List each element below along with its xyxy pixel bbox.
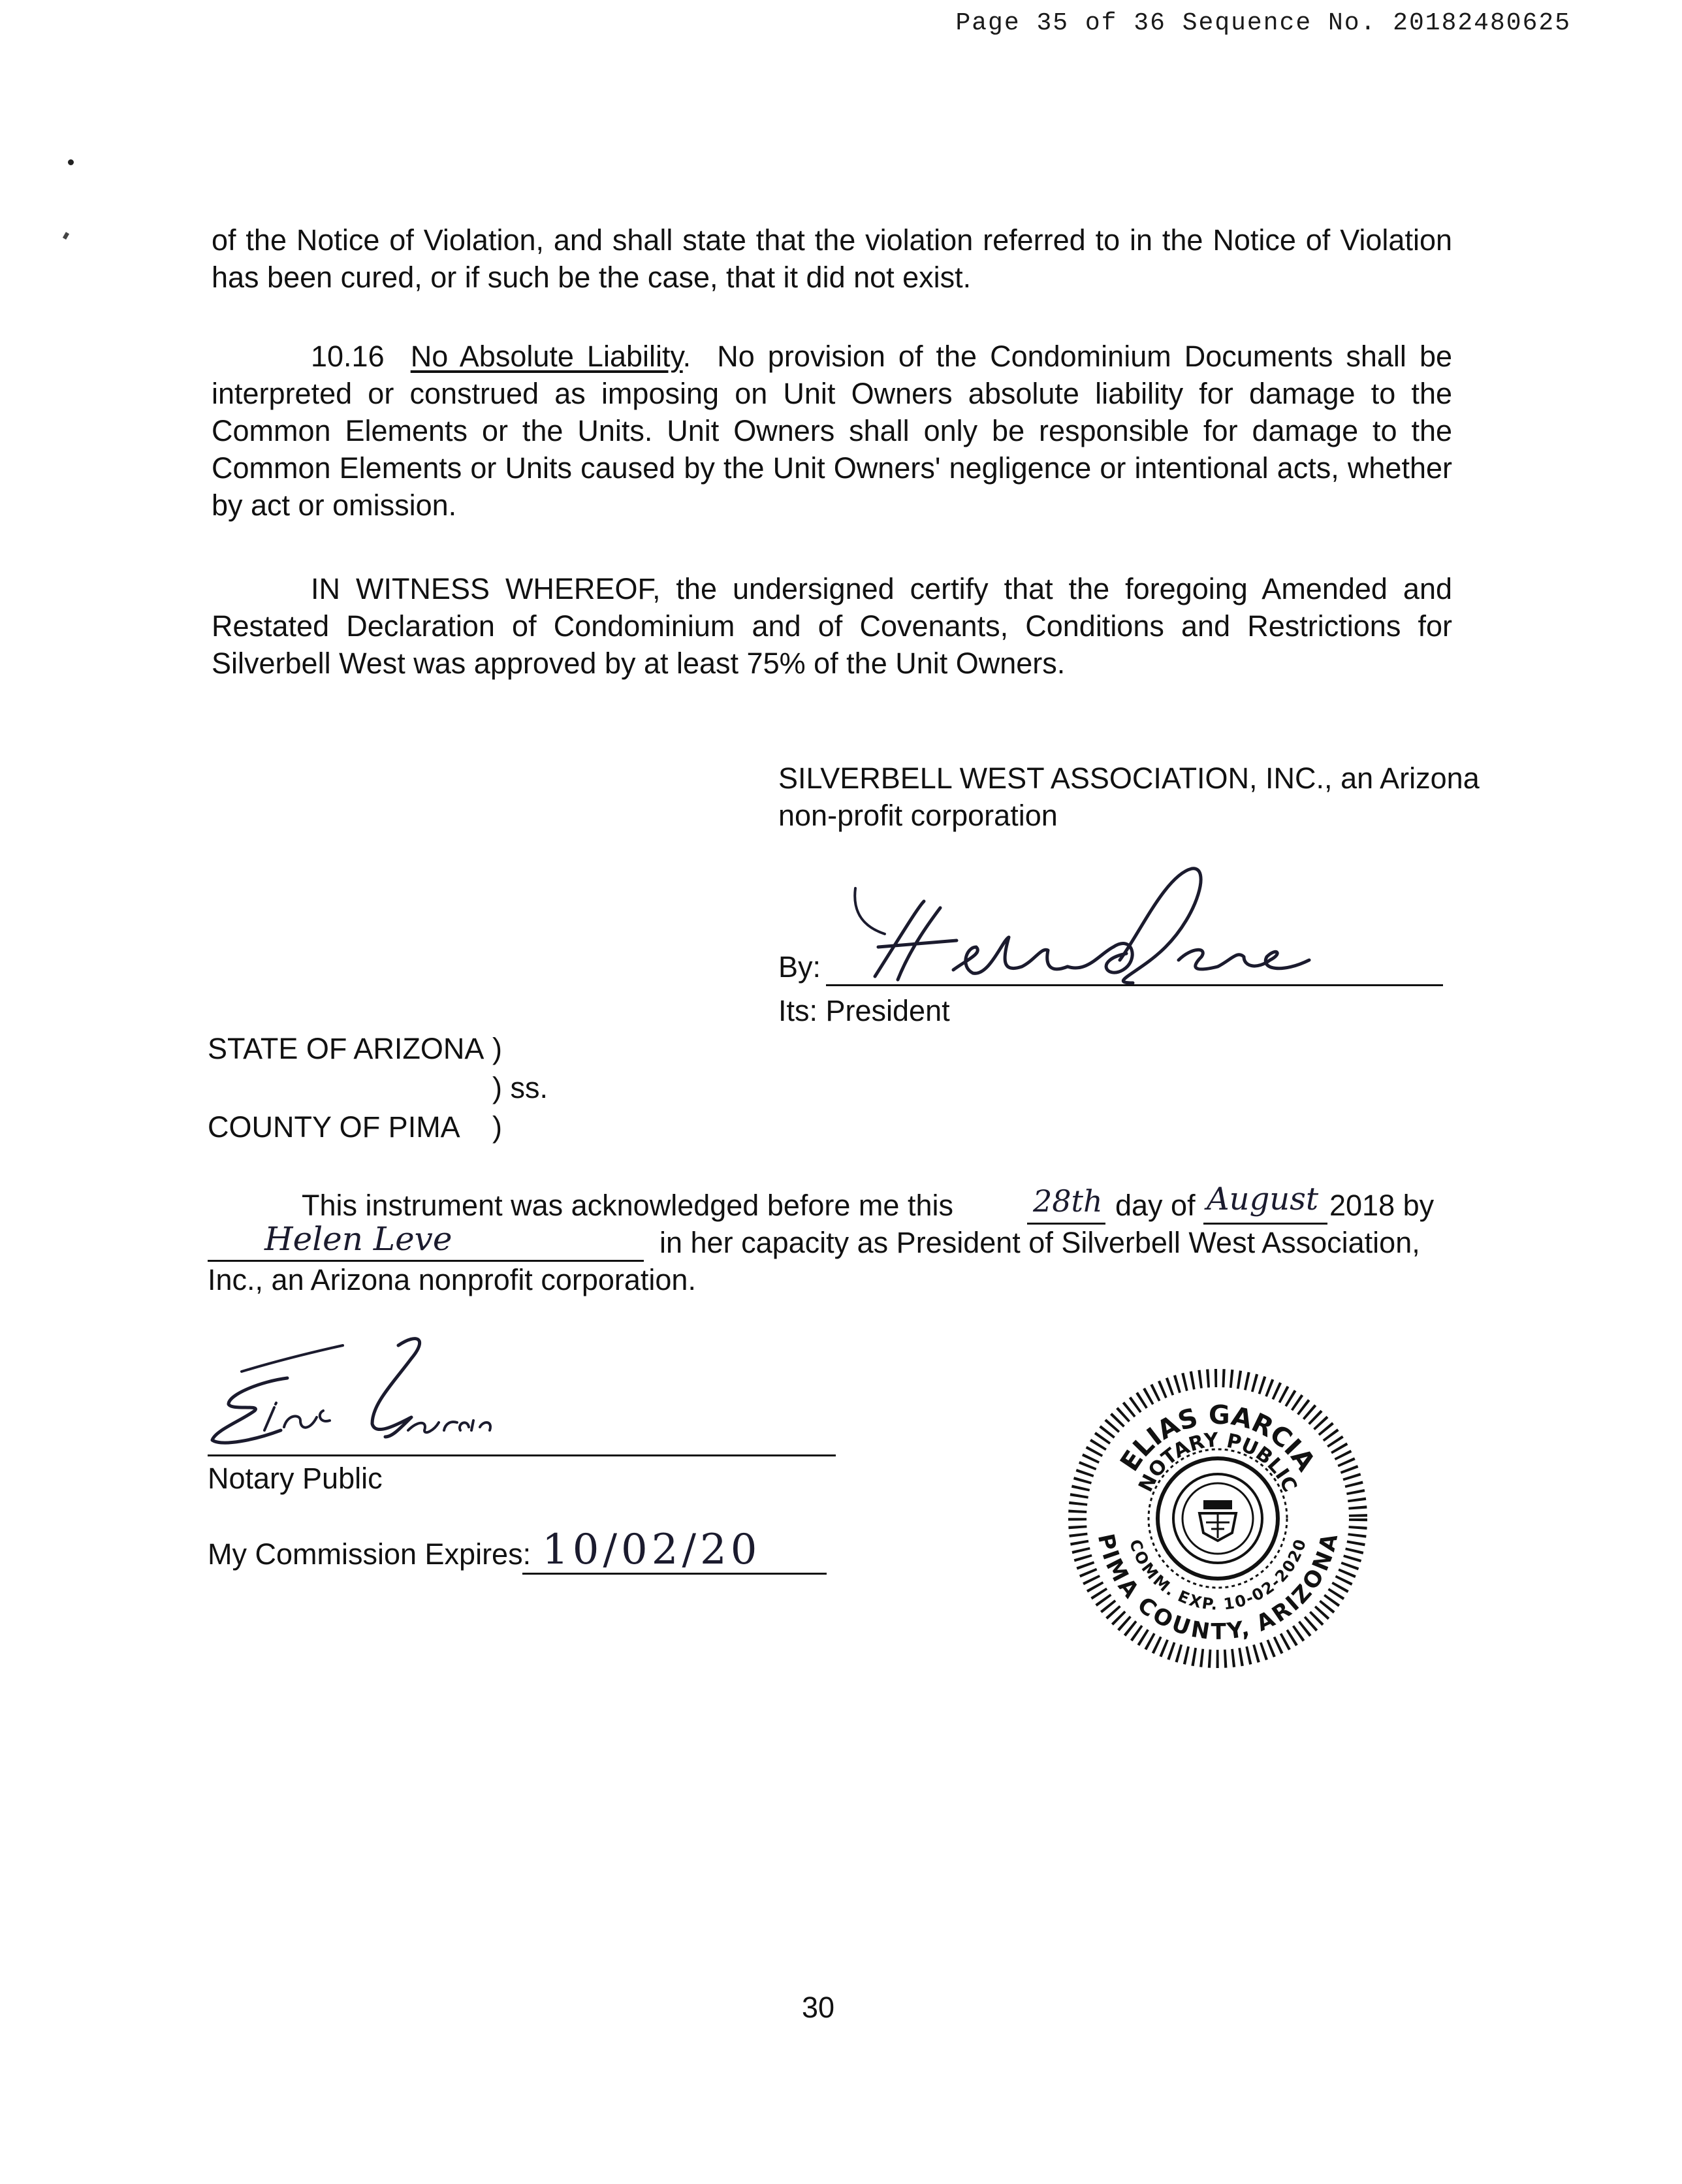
page-sequence-header: Page 35 of 36 Sequence No. 20182480625: [955, 9, 1571, 37]
venue-state: STATE OF ARIZONA: [208, 1032, 484, 1065]
ack-part4: in her capacity as President of Silverbell West Association,: [659, 1226, 1420, 1259]
section-text: No provision of the Condominium Documents shall be interpreted or construed as imposing on Unit Owners absolute liability for damage to the Common Elements or the Units. Unit Owners shall only be responsible for damage to the Common Elements or Units caused by the Unit Owners' negligence or intentional acts, whether by act or omission.: [212, 340, 1452, 522]
venue-county: COUNTY OF PIMA: [208, 1110, 460, 1144]
notary-seal-stamp: [1061, 1362, 1374, 1675]
seal-expiry: COMM. EXP. 10-02-2020: [1126, 1537, 1310, 1614]
witness-text: IN WITNESS WHEREOF, the undersigned certify that the foregoing Amended and Restated Declaration of Condominium and of Covenants, Conditions and Restrictions for Silverbell West was approved by at least 75% of the Unit Owners.: [212, 572, 1452, 680]
section-heading: No Absolute Liability: [410, 340, 683, 373]
seal-name: ELIAS GARCIA: [1115, 1400, 1321, 1477]
entity-name-line-2: non-profit corporation: [778, 799, 1058, 832]
section-10-16-paragraph: 10.16 No Absolute Liability. No provision of the Condominium Documents shall be interpreted or construed as imposing on Unit Owners absolute liability for damage to the Common Elements or the Units. Unit Owners shall only be responsible for damage to the Common Elements or Units caused by the Unit Owners' negligence or intentional acts, whether by act or omission.: [212, 340, 1452, 522]
entity-name-line-1: SILVERBELL WEST ASSOCIATION, INC., an Arizona: [778, 762, 1480, 795]
venue-paren-close: ): [492, 1110, 502, 1144]
notary-public-label: Notary Public: [208, 1462, 383, 1495]
ack-part2: day of: [1115, 1189, 1196, 1222]
venue-paren-open: ): [492, 1032, 502, 1065]
day-handwritten: 28th: [1033, 1183, 1103, 1219]
notary-signature-line: [208, 1454, 836, 1456]
seal-role: NOTARY PUBLIC: [1134, 1428, 1301, 1496]
seal-county: PIMA COUNTY, ARIZONA: [1092, 1531, 1344, 1645]
margin-dot: [68, 159, 74, 165]
page-number: 30: [802, 1991, 835, 2024]
notary-signature: [202, 1332, 516, 1456]
president-signature: [826, 862, 1322, 993]
ack-part1: This instrument was acknowledged before me this: [302, 1189, 953, 1222]
name-handwritten: Helen Leve: [264, 1220, 452, 1258]
ack-part3: 2018 by: [1329, 1189, 1435, 1222]
name-blank: [208, 1260, 644, 1262]
commission-date-handwritten: 10/02/20: [542, 1526, 761, 1574]
day-blank: [1027, 1223, 1105, 1225]
witness-paragraph: [212, 570, 1452, 682]
section-number: 10.16: [311, 340, 385, 373]
its-president-label: Its: President: [778, 994, 950, 1027]
month-blank: [1203, 1223, 1327, 1225]
continuation-paragraph: of the Notice of Violation, and shall state that the violation referred to in the Notice of Violation has been cured, or if such be the case, that it did not exist.: [212, 223, 1452, 294]
commission-expires-label: My Commission Expires:: [208, 1537, 532, 1571]
venue-ss: ) ss.: [492, 1071, 548, 1104]
ack-part5: Inc., an Arizona nonprofit corporation.: [208, 1263, 696, 1296]
margin-tick: [63, 232, 69, 240]
month-handwritten: August: [1207, 1181, 1319, 1217]
by-label: By:: [778, 950, 821, 984]
